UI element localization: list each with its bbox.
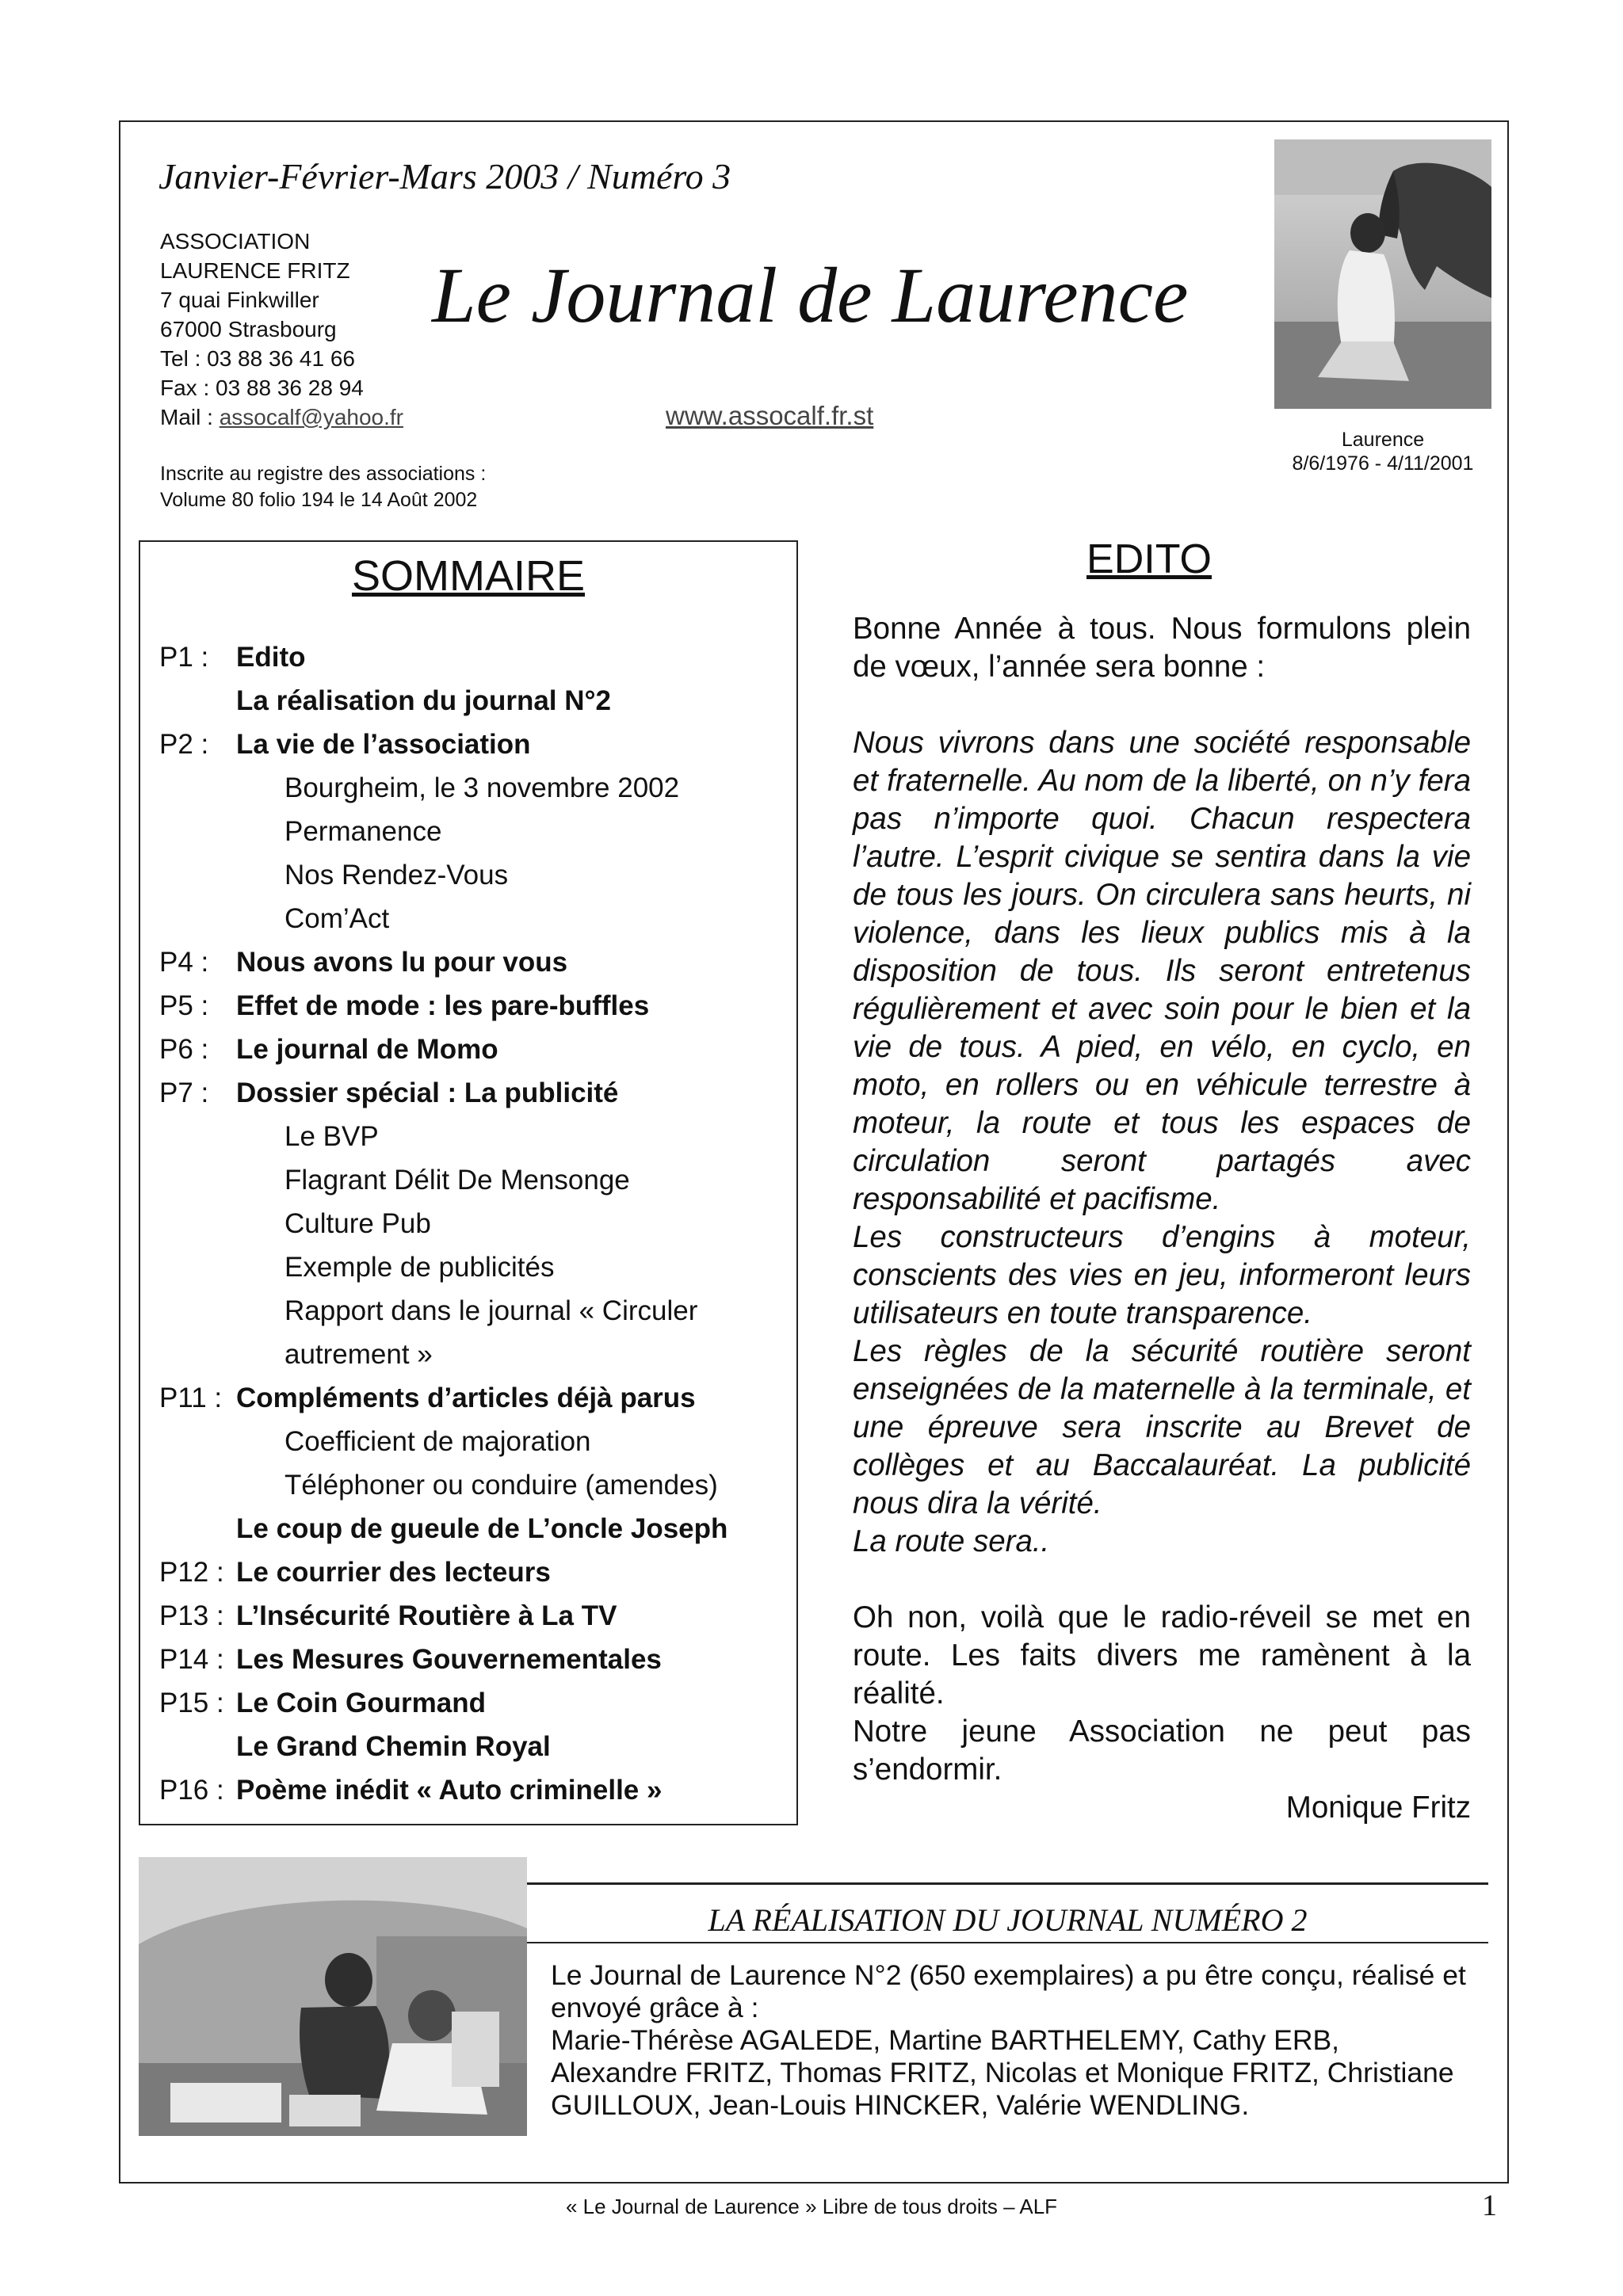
mail-label: Mail : [160,405,220,429]
toc-entry [159,1158,793,1202]
toc-entry [159,1202,793,1245]
edito-dream-3: Les règles de la sécurité routière seront enseignées de la maternelle à la terminale, et une épreuve sera inscrite au Brevet de collèges et au Baccalauréat. La publicité nous dira la vérité. [853,1334,1471,1520]
mail-link[interactable]: assocalf@yahoo.fr [219,405,403,429]
registry-line: Volume 80 folio 194 le 14 Août 2002 [160,489,478,511]
edito-dream: Nous vivrons dans une société responsable et fraternelle. Au nom de la liberté, on n’y fera pas n’importe quoi. Chacun respectera l’autre. L’esprit civique se sentira dans la vie de tous les jours. On circulera sans heurts, ni violence, dans les lieux publics mis à la disposition de tous. Ils seront entretenus régulièrement et avec soin pour le bien et la vie de tous. A pied, en vélo, en cyclo, en moto, en rollers ou en véhicule terrestre à moteur, la route et tous les espaces de circulation seront partagés avec responsabilité et pacifisme. [853,726,1471,1216]
toc-entry [159,810,793,853]
toc-page-number: P4 : [159,947,209,978]
toc-label: Effet de mode : les pare-buffles [236,990,650,1021]
issue-date: Janvier-Février-Mars 2003 / Numéro 3 [158,156,731,196]
toc-entry [159,1725,793,1768]
realisation-title: LA RÉALISATION DU JOURNAL NUMÉRO 2 [708,1902,1308,1938]
divider-bottom [527,1942,1488,1943]
toc-label: Poème inédit « Auto criminelle » [236,1775,663,1806]
toc-label: Téléphoner ou conduire (amendes) [285,1470,718,1501]
team-working-photo [139,1857,527,2136]
association-address [160,227,403,432]
toc-entry [159,1245,793,1289]
page-footer: « Le Journal de Laurence » Libre de tous droits – ALF [565,2195,1058,2218]
sommaire-box [139,540,798,1825]
toc-label: Le coup de gueule de L’oncle Joseph [236,1513,728,1544]
laurence-horse-photo [1274,139,1491,409]
edito-dream-4: La route sera.. [853,1524,1050,1558]
toc-page-number: P6 : [159,1034,209,1065]
toc-label: Culture Pub [285,1208,431,1239]
toc-label: Bourgheim, le 3 novembre 2002 [285,772,680,803]
photo-caption [1260,428,1506,475]
toc-entry [159,1071,793,1115]
toc-page-number: P11 : [159,1383,223,1413]
toc-label: autrement » [285,1339,433,1370]
toc-entry [159,1681,793,1725]
toc-entry [159,1333,793,1376]
toc-entry [159,679,793,723]
edito-intro: Bonne Année à tous. Nous formulons plein de vœux, l’année sera bonne : [853,612,1471,684]
toc-page-number: P5 : [159,990,209,1021]
toc-label: La réalisation du journal N°2 [236,685,611,716]
toc-entry [159,984,793,1028]
toc-label: Coefficient de majoration [285,1426,591,1457]
toc-entry [159,1594,793,1638]
registry-line: Inscrite au registre des associations : [160,463,487,485]
toc-entry [159,897,793,940]
toc-label: Nos Rendez-Vous [285,860,509,891]
toc-label: Permanence [285,816,442,847]
toc-entry [159,1289,793,1333]
toc-entry [159,1376,793,1420]
toc-entry [159,766,793,810]
realisation-body [551,1959,1470,2122]
page-number: 1 [1482,2189,1497,2222]
toc-label: La vie de l’association [236,729,531,760]
toc-entry [159,1463,793,1507]
toc-page-number: P12 : [159,1557,224,1588]
website-link[interactable]: www.assocalf.fr.st [666,401,874,430]
toc-label: Le BVP [285,1121,379,1152]
edito-wake: Oh non, voilà que le radio-réveil se met en route. Les faits divers me ramènent à la réalité. [853,1600,1471,1711]
toc-page-number: P15 : [159,1688,224,1718]
masthead-title: Le Journal de Laurence [432,251,1189,339]
toc-label: Edito [236,642,306,673]
divider-top [527,1882,1488,1885]
toc-label: Rapport dans le journal « Circuler [285,1295,698,1326]
toc-page-number: P7 : [159,1077,209,1108]
fax-line: Fax : 03 88 36 28 94 [160,376,364,400]
edito-signature: Monique Fritz [1285,1791,1471,1825]
toc-label: Le journal de Momo [236,1034,498,1065]
toc-label: Le courrier des lecteurs [236,1557,551,1588]
address-line: 67000 Strasbourg [160,317,337,341]
realisation-intro: Le Journal de Laurence N°2 (650 exemplaires) a pu être conçu, réalisé et envoyé grâce à : [551,1959,1466,2023]
toc-label: Le Coin Gourmand [236,1688,486,1718]
toc-entry [159,1028,793,1071]
mail-line [160,402,403,432]
toc-entry [159,1420,793,1463]
address-line: ASSOCIATION [160,229,311,254]
toc-page-number: P14 : [159,1644,224,1675]
caption-dates: 8/6/1976 - 4/11/2001 [1292,452,1474,475]
toc-entry [159,635,793,679]
edito-dream-2: Les constructeurs d’engins à moteur, conscients des vies en jeu, informeront leurs utilisateurs en toute transparence. [853,1220,1471,1330]
table-of-contents [159,635,793,1812]
edito-body [853,610,1471,1827]
address-line: LAURENCE FRITZ [160,258,350,283]
toc-label: Compléments d’articles déjà parus [236,1383,696,1413]
toc-page-number: P13 : [159,1600,224,1631]
toc-label: Flagrant Délit De Mensonge [285,1165,630,1196]
toc-label: Exemple de publicités [285,1252,555,1283]
toc-entry [159,723,793,766]
toc-entry [159,1768,793,1812]
toc-label: Le Grand Chemin Royal [236,1731,551,1762]
toc-entry [159,1550,793,1594]
edito-title: EDITO [1086,536,1212,582]
toc-label: Com’Act [285,903,390,934]
toc-label: Nous avons lu pour vous [236,947,568,978]
address-line: 7 quai Finkwiller [160,288,319,312]
toc-page-number: P16 : [159,1775,224,1806]
realisation-names: Marie-Thérèse AGALEDE, Martine BARTHELEMY, Cathy ERB, Alexandre FRITZ, Thomas FRITZ, Nicolas et Monique FRITZ, Christiane GUILLOUX, Jean-Louis HINCKER, Valérie WENDLING. [551,2024,1454,2121]
toc-label: L’Insécurité Routière à La TV [236,1600,617,1631]
toc-label: Dossier spécial : La publicité [236,1077,619,1108]
toc-entry [159,853,793,897]
sommaire-title: SOMMAIRE [351,552,586,600]
edito-closing: Notre jeune Association ne peut pas s’endormir. [853,1714,1471,1787]
toc-page-number: P1 : [159,642,209,673]
toc-entry [159,1115,793,1158]
toc-label: Les Mesures Gouvernementales [236,1644,662,1675]
caption-name: Laurence [1341,429,1425,451]
toc-page-number: P2 : [159,729,209,760]
registry-info [160,461,486,513]
toc-entry [159,940,793,984]
toc-entry [159,1638,793,1681]
toc-entry [159,1507,793,1550]
phone-line: Tel : 03 88 36 41 66 [160,346,355,371]
